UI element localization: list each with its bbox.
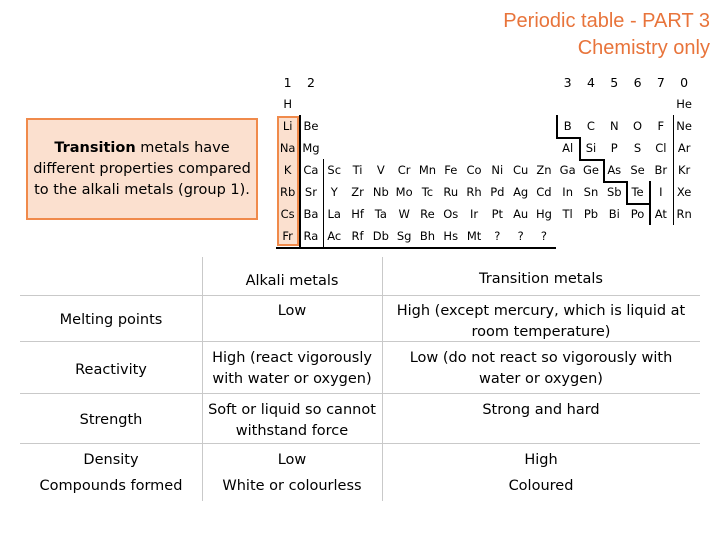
callout-rest: metals have different properties compared to the alkali metals (group 1). bbox=[33, 139, 251, 198]
element-Zr: Zr bbox=[351, 185, 364, 199]
row-label: Strength bbox=[79, 412, 143, 428]
element-Bh: Bh bbox=[419, 229, 436, 243]
element-Xe: Xe bbox=[676, 185, 692, 199]
element-Mo: Mo bbox=[395, 185, 413, 199]
element-S: S bbox=[633, 141, 642, 155]
element-F: F bbox=[657, 119, 665, 133]
alkali-value: Soft or liquid so cannot withstand force bbox=[208, 402, 376, 439]
element-Cd: Cd bbox=[536, 185, 552, 199]
element-Te: Te bbox=[631, 185, 644, 199]
transition-value: High (except mercury, which is liquid at room temperature) bbox=[396, 303, 686, 340]
stair-line-4 bbox=[579, 159, 602, 161]
element-Kr: Kr bbox=[678, 163, 691, 177]
group-header-0: 0 bbox=[680, 75, 689, 90]
element-Ac: Ac bbox=[327, 229, 342, 243]
group2-separator-line bbox=[323, 159, 325, 247]
element-Co: Co bbox=[466, 163, 482, 177]
element-Se: Se bbox=[630, 163, 645, 177]
element-Al: Al bbox=[562, 141, 574, 155]
transition-value: Low (do not react so vigorously with water or oxygen) bbox=[409, 350, 673, 387]
element-Mn: Mn bbox=[418, 163, 437, 177]
callout-bold: Transition bbox=[54, 139, 136, 156]
element-Rn: Rn bbox=[676, 207, 692, 221]
element-I: I bbox=[659, 185, 663, 199]
element-K: K bbox=[283, 163, 292, 177]
element-Ag: Ag bbox=[513, 185, 529, 199]
element-Mt: Mt bbox=[466, 229, 482, 243]
element-Sc: Sc bbox=[327, 163, 342, 177]
element-Zn: Zn bbox=[536, 163, 552, 177]
element-unknown: ? bbox=[494, 229, 501, 243]
group-header-2: 2 bbox=[306, 75, 315, 90]
element-Ne: Ne bbox=[676, 119, 692, 133]
element-C: C bbox=[586, 119, 595, 133]
group0-separator-line bbox=[673, 115, 675, 225]
row-label: Reactivity bbox=[75, 362, 147, 378]
group-header-3: 3 bbox=[563, 75, 572, 90]
periodic-table bbox=[0, 0, 720, 250]
transition-value: Coloured bbox=[508, 478, 574, 494]
element-Ti: Ti bbox=[352, 163, 363, 177]
element-Ge: Ge bbox=[582, 163, 599, 177]
alkali-value: Low bbox=[277, 303, 307, 319]
alkali-value: Low bbox=[277, 452, 307, 468]
element-Ba: Ba bbox=[303, 207, 319, 221]
row-divider bbox=[20, 341, 700, 342]
element-Hg: Hg bbox=[535, 207, 552, 221]
element-Be: Be bbox=[303, 119, 319, 133]
element-Ir: Ir bbox=[469, 207, 479, 221]
element-At: At bbox=[654, 207, 667, 221]
group-header-1: 1 bbox=[283, 75, 292, 90]
element-Sr: Sr bbox=[304, 185, 317, 199]
alkali-value: High (react vigorously with water or oxygen) bbox=[212, 350, 372, 387]
element-Ru: Ru bbox=[443, 185, 459, 199]
element-Cl: Cl bbox=[655, 141, 667, 155]
element-As: As bbox=[607, 163, 622, 177]
element-Nb: Nb bbox=[372, 185, 389, 199]
group-header-6: 6 bbox=[633, 75, 642, 90]
element-Cr: Cr bbox=[397, 163, 411, 177]
iodine-separator-line bbox=[649, 181, 651, 203]
element-Au: Au bbox=[513, 207, 529, 221]
element-Po: Po bbox=[630, 207, 645, 221]
element-Ca: Ca bbox=[303, 163, 319, 177]
element-Cs: Cs bbox=[280, 207, 295, 221]
element-Cu: Cu bbox=[512, 163, 529, 177]
group-header-7: 7 bbox=[656, 75, 665, 90]
row-divider bbox=[20, 443, 700, 444]
stair-line-7 bbox=[626, 181, 628, 203]
stair-line-8 bbox=[626, 203, 649, 205]
element-In: In bbox=[562, 185, 573, 199]
element-Os: Os bbox=[443, 207, 459, 221]
element-Db: Db bbox=[372, 229, 389, 243]
title-line-1: Periodic table - PART 3 bbox=[503, 10, 710, 32]
element-unknown: ? bbox=[517, 229, 524, 243]
element-Ga: Ga bbox=[559, 163, 576, 177]
element-Rf: Rf bbox=[351, 229, 364, 243]
header-transition: Transition metals bbox=[479, 271, 603, 287]
bottom-line bbox=[276, 247, 556, 249]
row-label: Density bbox=[83, 452, 139, 468]
element-Fe: Fe bbox=[444, 163, 458, 177]
group1-separator-line bbox=[299, 115, 301, 247]
element-P: P bbox=[610, 141, 618, 155]
element-Ni: Ni bbox=[491, 163, 504, 177]
element-Rb: Rb bbox=[280, 185, 296, 199]
element-Pd: Pd bbox=[490, 185, 505, 199]
element-Hs: Hs bbox=[443, 229, 459, 243]
element-Hf: Hf bbox=[351, 207, 364, 221]
row-label: Compounds formed bbox=[39, 478, 183, 494]
stair-line-2 bbox=[556, 137, 579, 139]
element-He: He bbox=[676, 97, 693, 111]
element-H: H bbox=[283, 97, 292, 111]
element-O: O bbox=[633, 119, 643, 133]
transition-value: Strong and hard bbox=[482, 402, 600, 418]
element-Sb: Sb bbox=[606, 185, 622, 199]
stair-line-5 bbox=[603, 159, 605, 181]
element-Mg: Mg bbox=[302, 141, 320, 155]
element-Re: Re bbox=[420, 207, 435, 221]
stair-line-3 bbox=[579, 137, 581, 159]
group-header-5: 5 bbox=[610, 75, 619, 90]
stair-line-9 bbox=[649, 203, 651, 225]
transition-value: High bbox=[524, 452, 558, 468]
element-Bi: Bi bbox=[608, 207, 620, 221]
row-label: Melting points bbox=[59, 312, 163, 328]
element-La: La bbox=[327, 207, 341, 221]
element-Sg: Sg bbox=[396, 229, 412, 243]
element-N: N bbox=[609, 119, 619, 133]
stair-line-6 bbox=[603, 181, 626, 183]
element-Y: Y bbox=[330, 185, 338, 199]
element-unknown: ? bbox=[540, 229, 547, 243]
element-Ta: Ta bbox=[374, 207, 387, 221]
comparison-table bbox=[20, 257, 700, 501]
element-B: B bbox=[563, 119, 572, 133]
header-divider bbox=[20, 295, 700, 296]
element-Br: Br bbox=[654, 163, 668, 177]
element-Tc: Tc bbox=[421, 185, 434, 199]
row-divider bbox=[20, 393, 700, 394]
group-header-4: 4 bbox=[586, 75, 595, 90]
element-W: W bbox=[398, 207, 410, 221]
element-Si: Si bbox=[585, 141, 597, 155]
element-V: V bbox=[376, 163, 385, 177]
title-line-2: Chemistry only bbox=[577, 37, 710, 59]
element-Fr: Fr bbox=[282, 229, 293, 243]
element-Na: Na bbox=[279, 141, 296, 155]
element-Sn: Sn bbox=[583, 185, 599, 199]
element-Rh: Rh bbox=[466, 185, 482, 199]
stair-line-1 bbox=[556, 115, 558, 137]
header-alkali: Alkali metals bbox=[245, 273, 339, 289]
element-Tl: Tl bbox=[562, 207, 573, 221]
element-Pt: Pt bbox=[491, 207, 504, 221]
element-Ra: Ra bbox=[303, 229, 319, 243]
element-Ar: Ar bbox=[677, 141, 691, 155]
alkali-value: White or colourless bbox=[222, 478, 362, 494]
element-Pb: Pb bbox=[583, 207, 599, 221]
element-Li: Li bbox=[282, 119, 293, 133]
